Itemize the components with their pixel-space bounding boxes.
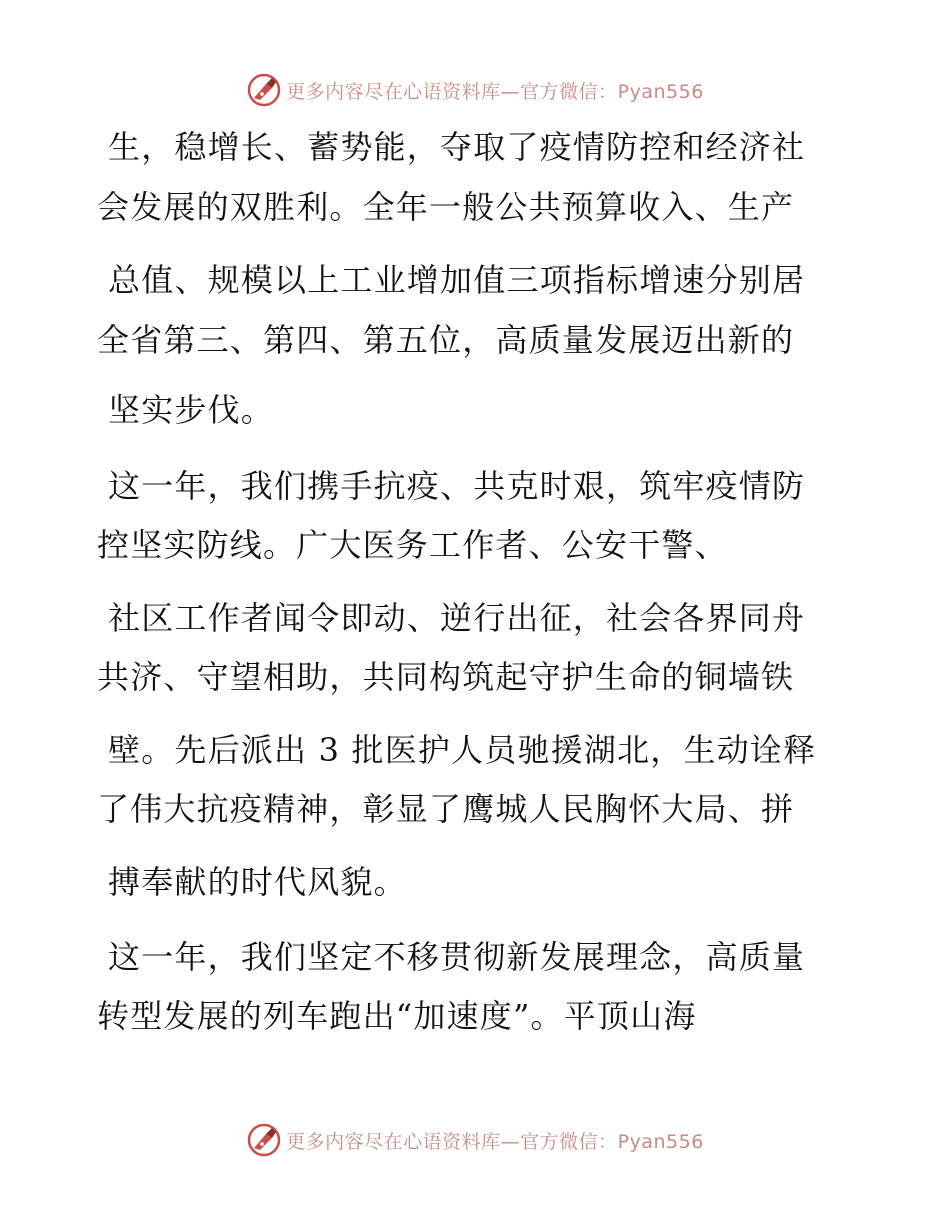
- text-line: 坚实步伐。: [108, 391, 275, 429]
- text-line: 转型发展的列车跑出“加速度”。平顶山海: [97, 997, 697, 1035]
- pen-nib-logo-icon: [246, 1122, 282, 1158]
- text-line: 这一年，我们坚定不移贯彻新发展理念，高质量: [108, 938, 806, 976]
- text-line: 全省第三、第四、第五位，高质量发展迈出新的: [97, 321, 795, 359]
- pen-nib-logo-icon: [246, 72, 282, 108]
- text-line: 搏奉献的时代风貌。: [108, 863, 407, 901]
- text-line: 生，稳增长、蓄势能，夺取了疫情防控和经济社: [108, 128, 806, 166]
- banner-text: 更多内容尽在心语资料库—官方微信：Pyan556: [286, 1130, 704, 1153]
- text-line: 这一年，我们携手抗疫、共克时艰，筑牢疫情防: [108, 467, 806, 505]
- text-line: 共济、守望相助，共同构筑起守护生命的铜墙铁: [97, 658, 795, 696]
- text-line: 控坚实防线。广大医务工作者、公安干警、: [97, 526, 728, 564]
- header-banner: [0, 70, 950, 110]
- text-line: 了伟大抗疫精神，彰显了鹰城人民胸怀大局、拼: [97, 790, 795, 828]
- banner-text: 更多内容尽在心语资料库—官方微信：Pyan556: [286, 80, 704, 103]
- footer-banner: [0, 1120, 950, 1160]
- text-line: 会发展的双胜利。全年一般公共预算收入、生产: [97, 188, 795, 226]
- text-line: 社区工作者闻令即动、逆行出征，社会各界同舟: [108, 599, 806, 637]
- text-line: 总值、规模以上工业增加值三项指标增速分别居: [108, 261, 806, 299]
- text-line: 壁。先后派出 3 批医护人员驰援湖北，生动诠释: [108, 731, 817, 769]
